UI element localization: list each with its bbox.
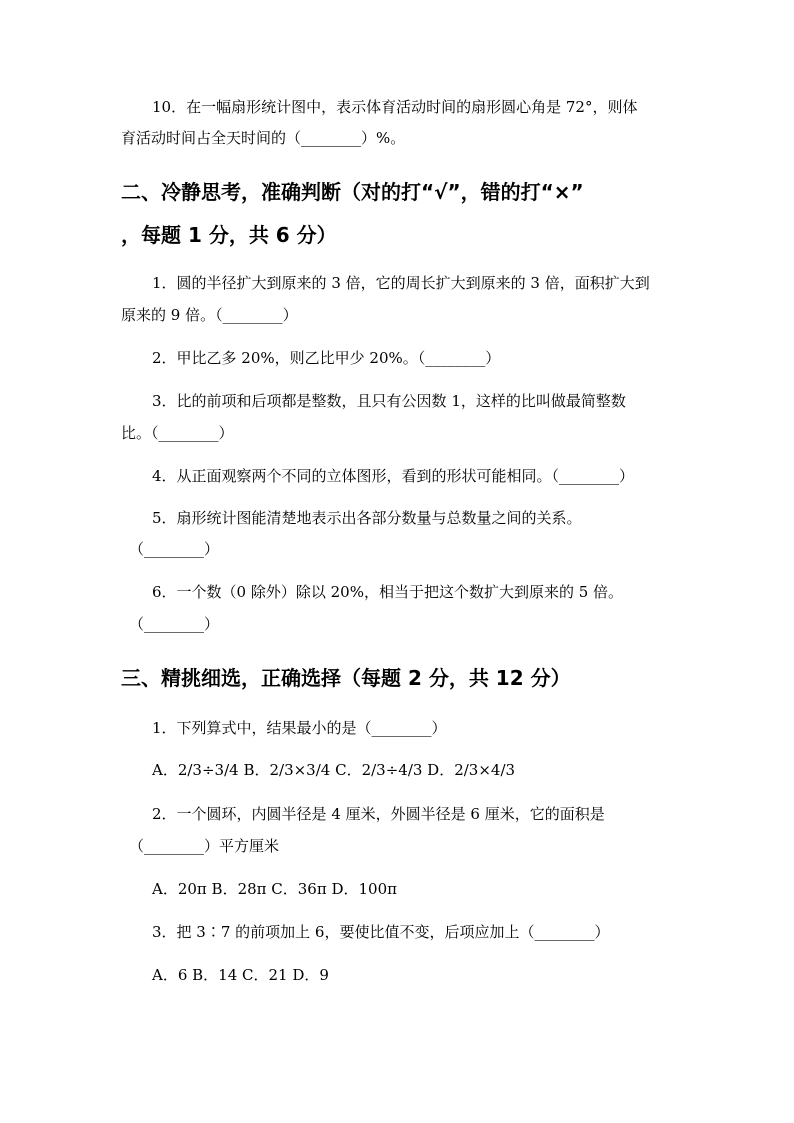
s2-q1-line2: 原来的 9 倍。（________）: [121, 306, 298, 324]
s2-q3-line2: 比。（________）: [121, 424, 234, 442]
s3-q2-options: A．20π B．28π C．36π D．100π: [152, 880, 397, 898]
s3-q1-options: A．2/3÷3/4 B．2/3×3/4 C．2/3÷4/3 D．2/3×4/3: [152, 761, 516, 779]
s2-q3-line1: 3．比的前项和后项都是整数，且只有公因数 1，这样的比叫做最简整数: [152, 392, 626, 410]
s3-q3-question: 3．把 3∶7 的前项加上 6，要使比值不变，后项应加上（________）: [152, 923, 610, 941]
s2-q6-line1: 6．一个数（0 除外）除以 20%，相当于把这个数扩大到原来的 5 倍。: [152, 583, 624, 601]
s3-q2-question: 2．一个圆环，内圆半径是 4 厘米，外圆半径是 6 厘米，它的面积是: [152, 805, 605, 823]
section2-title-line1: 二、冷静思考，准确判断（对的打“√”，错的打“×”: [121, 180, 584, 204]
q10-line1: 10．在一幅扇形统计图中，表示体育活动时间的扇形圆心角是 72°，则体: [152, 98, 638, 116]
s2-q5-line2: （________）: [129, 540, 220, 558]
section3-title: 三、精挑细选，正确选择（每题 2 分，共 12 分）: [121, 666, 571, 690]
s2-q5-line1: 5．扇形统计图能清楚地表示出各部分数量与总数量之间的关系。: [152, 509, 582, 527]
s3-q2-question-line2: （________）平方厘米: [129, 837, 280, 855]
s2-q2-line1: 2．甲比乙多 20%，则乙比甲少 20%。（________）: [152, 349, 501, 367]
section2-title-line2: ，每题 1 分，共 6 分）: [121, 223, 337, 247]
s2-q6-line2: （________）: [129, 615, 220, 633]
s2-q1-line1: 1．圆的半径扩大到原来的 3 倍，它的周长扩大到原来的 3 倍，面积扩大到: [152, 274, 650, 292]
s3-q3-options: A．6 B．14 C．21 D．9: [152, 966, 329, 984]
s3-q1-question: 1．下列算式中，结果最小的是（________）: [152, 719, 447, 737]
s2-q4-line1: 4．从正面观察两个不同的立体图形，看到的形状可能相同。（________）: [152, 467, 635, 485]
q10-line2: 育活动时间占全天时间的（________）%。: [121, 129, 406, 147]
